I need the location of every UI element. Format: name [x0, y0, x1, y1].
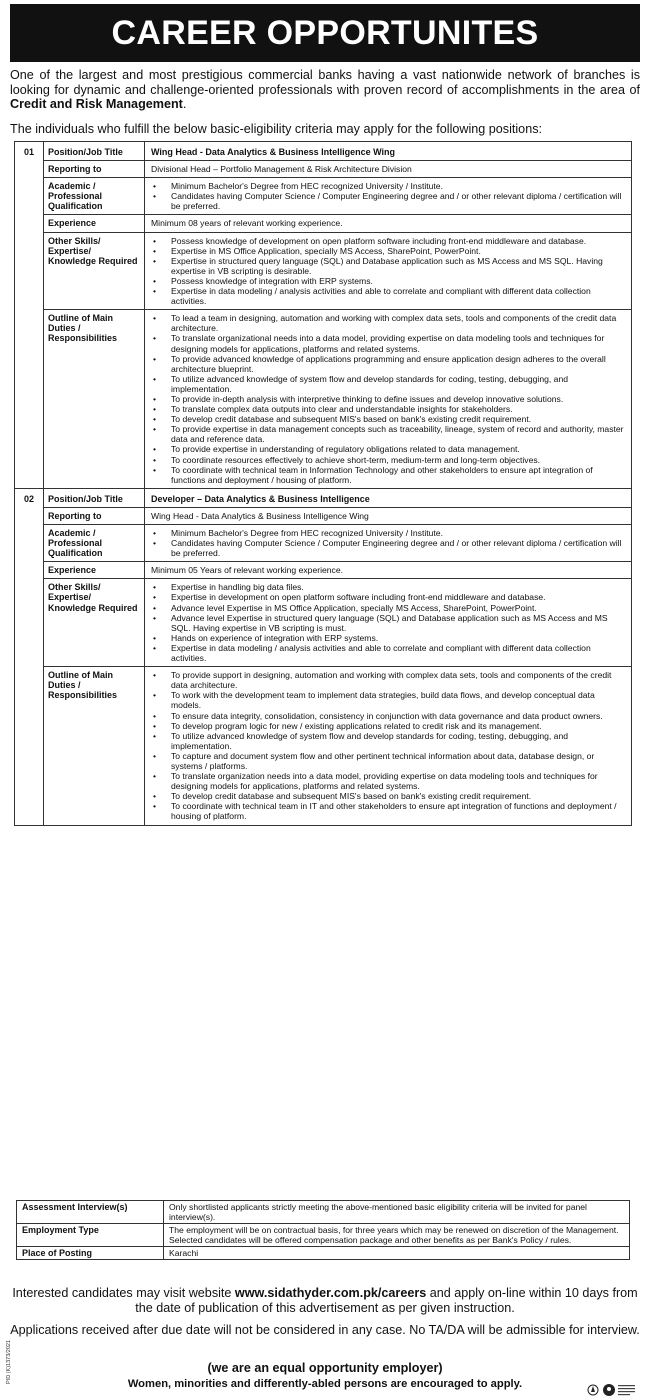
reporting-to-value: Wing Head - Data Analytics & Business Intelligence Wing — [145, 507, 632, 524]
qualification-row — [15, 178, 632, 215]
position-title-label: Position/Job Title — [44, 488, 145, 507]
experience-value: Minimum 08 years of relevant working experience. — [145, 215, 632, 232]
duties-item: • To coordinate with technical team in Information Technology and other stakeholders to ensure apt integration of functions and deployment / housing of platform. — [151, 465, 625, 485]
duties-label: Outline of Main Duties / Responsibilities — [44, 310, 145, 489]
duties-item: • To capture and document system flow and other pertinent technical information about data, database design, or systems / platforms. — [151, 751, 625, 771]
apply-instructions — [10, 1286, 640, 1316]
duties-item: • To translate organization needs into a data model, providing expertise on data modeling tools and techniques for designing models for applications, platforms and related systems. — [151, 771, 625, 791]
careers-link[interactable]: www.sidathyder.com.pk/careers — [234, 1286, 427, 1300]
position-number: 01 — [15, 142, 44, 489]
qualification-item: • Minimum Bachelor's Degree from HEC recognized University / Institute. — [151, 181, 625, 191]
qualification-item: • Candidates having Computer Science / Computer Engineering degree and / or other relevant diploma / certification will be preferred. — [151, 191, 625, 211]
intro-highlight: Credit and Risk Management — [10, 97, 183, 112]
experience-label: Experience — [44, 215, 145, 232]
page-title-banner: CAREER OPPORTUNITES — [10, 4, 640, 62]
position-title-row — [15, 488, 632, 507]
skills-item: • Expertise in handling big data files. — [151, 582, 625, 592]
duties-label: Outline of Main Duties / Responsibilities — [44, 667, 145, 825]
qualification-item: • Candidates having Computer Science / Computer Engineering degree and / or other relevant diploma / certification will be preferred. — [151, 538, 625, 558]
government-logo-icon — [587, 1381, 637, 1397]
skills-value — [145, 232, 632, 310]
position-title-value: Wing Head - Data Analytics & Business Intelligence Wing — [145, 142, 632, 161]
duties-list — [151, 313, 625, 485]
duties-item: • To provide in-depth analysis with interpretive thinking to define issues and develop innovative solutions. — [151, 394, 625, 404]
skills-list — [151, 236, 625, 307]
duties-item: • To translate complex data outputs into clear and understandable insights for stakeholders. — [151, 404, 625, 414]
skills-row — [15, 579, 632, 667]
terms-value: Only shortlisted applicants strictly meeting the above-mentioned basic eligibility criteria will be invited for panel interview(s). — [164, 1201, 630, 1224]
terms-row — [17, 1224, 630, 1247]
positions-table — [14, 141, 632, 826]
skills-item: • Expertise in MS Office Application, specially MS Access, SharePoint, PowerPoint. — [151, 246, 625, 256]
duties-item: • To lead a team in designing, automation and working with complex data sets, tools and components of the credit data architecture. — [151, 313, 625, 333]
experience-label: Experience — [44, 562, 145, 579]
intro-end: . — [182, 97, 187, 112]
duties-value — [145, 667, 632, 825]
experience-row — [15, 215, 632, 232]
skills-item: • Expertise in structured query language (SQL) and Database application such as MS Access and MS SQL. Having expertise in VB scripting is desirable. — [151, 256, 625, 276]
qualification-value — [145, 178, 632, 215]
terms-value: Karachi — [164, 1247, 630, 1260]
terms-table — [16, 1200, 630, 1260]
duties-row — [15, 667, 632, 825]
qualification-label: Academic / Professional Qualification — [44, 525, 145, 562]
duties-item: • To develop program logic for new / existing applications related to credit risk and its management. — [151, 721, 625, 731]
intro-paragraph — [10, 68, 640, 112]
skills-row — [15, 232, 632, 310]
position-title-row — [15, 142, 632, 161]
skills-item: • Advance level Expertise in MS Office Application, specially MS Access, SharePoint, PowerPoint. — [151, 603, 625, 613]
skills-item: • Expertise in data modeling / analysis activities and able to correlate and compliant with different data collection activities. — [151, 286, 625, 306]
qualification-item: • Minimum Bachelor's Degree from HEC recognized University / Institute. — [151, 528, 625, 538]
duties-list — [151, 670, 625, 821]
reporting-to-row — [15, 161, 632, 178]
position-number: 02 — [15, 488, 44, 825]
skills-item: • Expertise in development on open platform software including front-end middleware and database. — [151, 592, 625, 602]
skills-value — [145, 579, 632, 667]
duties-value — [145, 310, 632, 489]
duties-item: • To coordinate with technical team in IT and other stakeholders to ensure apt integration of functions and deployment / housing of platform. — [151, 801, 625, 821]
duties-item: • To ensure data integrity, consolidation, consistency in conjunction with data governance and data product owners. — [151, 711, 625, 721]
experience-value: Minimum 05 Years of relevant working experience. — [145, 562, 632, 579]
terms-label: Employment Type — [17, 1224, 164, 1247]
skills-label: Other Skills/ Expertise/ Knowledge Required — [44, 579, 145, 667]
intro-text: One of the largest and most prestigious commercial banks having a vast nationwide network of branches is looking for dynamic and challenge-oriented professionals with proven record of accomplishments in the area of — [10, 68, 640, 97]
qualification-list — [151, 181, 625, 211]
terms-label: Assessment Interview(s) — [17, 1201, 164, 1224]
duties-item: • To provide expertise in understanding of regulatory obligations related to data management. — [151, 444, 625, 454]
apply-text: Interested candidates may visit website — [12, 1286, 235, 1300]
encouragement-line: Women, minorities and differently-abled persons are encouraged to apply. — [127, 1378, 523, 1390]
equal-opportunity: (we are an equal opportunity employer) — [207, 1361, 443, 1375]
reporting-to-label: Reporting to — [44, 161, 145, 178]
reporting-to-value: Divisional Head – Portfolio Management & Risk Architecture Division — [145, 161, 632, 178]
experience-row — [15, 562, 632, 579]
intro-eligibility: The individuals who fulfill the below basic-eligibility criteria may apply for the following positions: — [10, 122, 542, 136]
skills-label: Other Skills/ Expertise/ Knowledge Required — [44, 232, 145, 310]
duties-item: • To provide expertise in data management concepts such as traceability, lineage, system of record and authority, master data and reference data. — [151, 424, 625, 444]
duties-item: • To provide advanced knowledge of applications programming and ensure application design adheres to the overall architecture blueprint. — [151, 354, 625, 374]
duties-item: • To develop credit database and subsequent MIS's based on bank's existing credit requirement. — [151, 791, 625, 801]
duties-item: • To develop credit database and subsequent MIS's based on bank's existing credit requirement. — [151, 414, 625, 424]
duties-item: • To work with the development team to implement data strategies, build data flows, and develop conceptual data models. — [151, 690, 625, 710]
position-title-label: Position/Job Title — [44, 142, 145, 161]
position-title-value: Developer – Data Analytics & Business Intelligence — [145, 488, 632, 507]
qualification-value — [145, 525, 632, 562]
duties-item: • To utilize advanced knowledge of system flow and develop standards for coding, testing, debugging, and implementation. — [151, 731, 625, 751]
terms-label: Place of Posting — [17, 1247, 164, 1260]
duties-item: • To translate organizational needs into a data model, providing expertise on data modeling tools and techniques for designing models for applications, platforms and related systems. — [151, 333, 625, 353]
terms-value: The employment will be on contractual basis, for three years which may be renewed on discretion of the Management. Selected candidates will be offered compensation package and other benefits as per Bank's Policy / rules. — [164, 1224, 630, 1247]
skills-item: • Possess knowledge of integration with ERP systems. — [151, 276, 625, 286]
qualification-list — [151, 528, 625, 558]
skills-item: • Advance level Expertise in structured query language (SQL) and Database application such as MS Access and MS SQL. Having expertise in VB scripting is must. — [151, 613, 625, 633]
reporting-to-label: Reporting to — [44, 507, 145, 524]
skills-item: • Hands on experience of integration with ERP systems. — [151, 633, 625, 643]
qualification-label: Academic / Professional Qualification — [44, 178, 145, 215]
reporting-to-row — [15, 507, 632, 524]
duties-row — [15, 310, 632, 489]
skills-list — [151, 582, 625, 663]
pid-number: PID (K)1373/2021 — [6, 1339, 12, 1384]
terms-row — [17, 1201, 630, 1224]
skills-item: • Expertise in data modeling / analysis activities and able to correlate and compliant with different data collection activities. — [151, 643, 625, 663]
skills-item: • Possess knowledge of development on open platform software including front-end middleware and database. — [151, 236, 625, 246]
qualification-row — [15, 525, 632, 562]
apply-text-end: and apply on-line within 10 days from the date of publication of this advertisement as per given instruction. — [135, 1286, 638, 1315]
duties-item: • To provide support in designing, automation and working with complex data sets, tools and components of the credit data architecture. — [151, 670, 625, 690]
terms-row — [17, 1247, 630, 1260]
due-date-note: Applications received after due date will not be considered in any case. No TA/DA will be admissible for interview. — [10, 1323, 640, 1337]
duties-item: • To coordinate resources effectively to achieve short-term, medium-term and long-term objectives. — [151, 455, 625, 465]
duties-item: • To utilize advanced knowledge of system flow and develop standards for coding, testing, debugging, and implementation. — [151, 374, 625, 394]
